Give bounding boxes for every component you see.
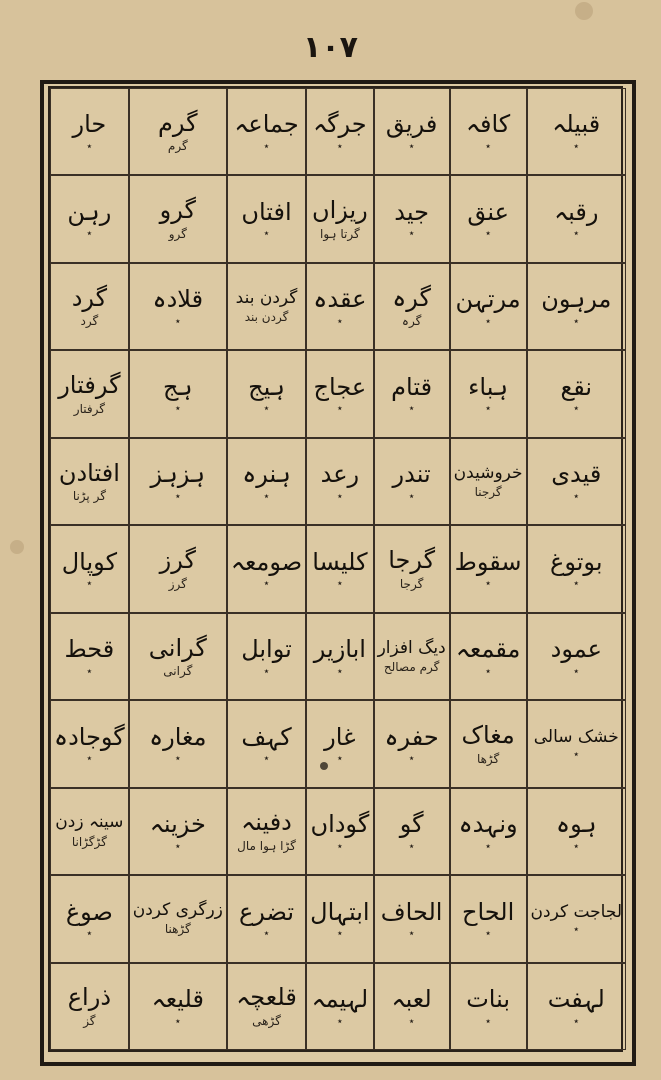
- urdu-word: قیدی: [551, 460, 602, 489]
- urdu-word: ابازیر: [313, 635, 366, 664]
- table-cell: [129, 700, 227, 787]
- ditto-mark: ٭: [263, 141, 270, 153]
- ditto-mark: ٭: [573, 924, 579, 936]
- ditto-mark: ٭: [408, 753, 415, 765]
- urdu-word: لجاجت کردن: [530, 901, 623, 922]
- ditto-mark: ٭: [408, 840, 415, 852]
- ditto-mark: ٭: [337, 1015, 343, 1027]
- table-cell: [227, 88, 306, 175]
- urdu-word: ہوہ: [556, 810, 597, 839]
- table-cell: [450, 350, 527, 437]
- ditto-mark: ٭: [337, 490, 343, 502]
- table-cell: [374, 963, 450, 1050]
- gloss-text: گردن بند: [244, 310, 289, 325]
- urdu-word: فریق: [385, 110, 438, 139]
- table-cell: [50, 438, 129, 525]
- table-cell: [129, 263, 227, 350]
- table-cell: [227, 613, 306, 700]
- paper-stain: [320, 762, 328, 770]
- gloss-text: گرتا ہوا: [320, 226, 360, 241]
- table-cell: [50, 700, 129, 787]
- urdu-word: تضرع: [238, 897, 295, 926]
- ditto-mark: ٭: [263, 665, 270, 677]
- ditto-mark: ٭: [573, 749, 579, 761]
- urdu-word: افتاں: [241, 197, 292, 226]
- table-cell: [306, 175, 373, 262]
- gloss-text: گرد: [80, 314, 99, 329]
- table-cell: [129, 963, 227, 1050]
- ditto-mark: ٭: [263, 490, 270, 502]
- table-cell: [50, 963, 129, 1050]
- urdu-word: افتادن: [58, 458, 120, 487]
- urdu-word: الحاف: [380, 897, 443, 926]
- ditto-mark: ٭: [175, 403, 181, 415]
- urdu-word: توابل: [241, 635, 292, 664]
- urdu-word: ریزاں: [311, 196, 368, 225]
- table-cell: [527, 613, 626, 700]
- ditto-mark: ٭: [573, 1015, 579, 1027]
- table-cell: [227, 175, 306, 262]
- table-cell: [227, 875, 306, 962]
- table-cell: [450, 788, 527, 875]
- table-cell: [527, 350, 626, 437]
- ditto-mark: ٭: [263, 578, 270, 590]
- urdu-word: کوپال: [61, 547, 117, 576]
- table-cell: [50, 88, 129, 175]
- ditto-mark: ٭: [408, 928, 415, 940]
- urdu-word: قلعچہ: [236, 983, 297, 1012]
- table-cell: [450, 438, 527, 525]
- urdu-word: سینہ زدن: [55, 812, 124, 833]
- urdu-word: گرفتار: [58, 371, 121, 400]
- urdu-word: رقبہ: [554, 197, 599, 226]
- urdu-word: بوتوغ: [550, 547, 603, 576]
- table-cell: [527, 525, 626, 612]
- table-cell: [129, 525, 227, 612]
- ditto-mark: ٭: [263, 403, 270, 415]
- table-cell: [450, 263, 527, 350]
- table-cell: [450, 700, 527, 787]
- ditto-mark: ٭: [175, 315, 181, 327]
- table-cell: [50, 263, 129, 350]
- table-cell: [527, 875, 626, 962]
- gloss-text: گڑا ہوا مال: [237, 839, 296, 854]
- table-cell: [306, 700, 373, 787]
- ditto-mark: ٭: [573, 228, 579, 240]
- table-cell: [227, 525, 306, 612]
- ditto-mark: ٭: [573, 665, 579, 677]
- ditto-mark: ٭: [485, 403, 491, 415]
- ditto-mark: ٭: [86, 141, 93, 153]
- ditto-mark: ٭: [175, 1015, 181, 1027]
- ditto-mark: ٭: [573, 141, 579, 153]
- ditto-mark: ٭: [86, 928, 93, 940]
- table-cell: [527, 788, 626, 875]
- table-cell: [374, 613, 450, 700]
- ditto-mark: ٭: [408, 141, 415, 153]
- urdu-word: عنق: [467, 197, 509, 226]
- urdu-word: ذراع: [67, 983, 111, 1012]
- ditto-mark: ٭: [175, 490, 181, 502]
- urdu-word: مرتہن: [455, 285, 521, 314]
- table-cell: [374, 700, 450, 787]
- gloss-text: گڑھا: [476, 751, 500, 766]
- urdu-word: دیگ افزار: [377, 637, 446, 658]
- urdu-word: الحاح: [461, 897, 515, 926]
- table-cell: [306, 875, 373, 962]
- urdu-word: قبیلہ: [552, 110, 601, 139]
- ditto-mark: ٭: [408, 1015, 415, 1027]
- table-cell: [50, 788, 129, 875]
- ditto-mark: ٭: [337, 928, 343, 940]
- ditto-mark: ٭: [86, 753, 93, 765]
- table-cell: [306, 438, 373, 525]
- table-cell: [450, 875, 527, 962]
- urdu-word: عقدہ: [313, 285, 367, 314]
- urdu-word: سقوط: [454, 547, 522, 576]
- urdu-word: صوغ: [65, 897, 113, 926]
- table-cell: [374, 263, 450, 350]
- table-cell: [450, 613, 527, 700]
- urdu-word: ہزہز: [150, 460, 206, 489]
- ditto-mark: ٭: [485, 315, 491, 327]
- urdu-word: نقع: [560, 372, 593, 401]
- table-cell: [306, 788, 373, 875]
- urdu-word: گوداں: [310, 810, 370, 839]
- gloss-text: گرجا: [399, 576, 424, 591]
- table-cell: [306, 350, 373, 437]
- table-cell: [50, 350, 129, 437]
- table-cell: [306, 613, 373, 700]
- table-cell: [306, 263, 373, 350]
- gloss-text: گرانی: [163, 664, 193, 679]
- ditto-mark: ٭: [263, 753, 270, 765]
- urdu-word: صومعہ: [230, 547, 303, 576]
- table-cell: [450, 963, 527, 1050]
- table-cell: [374, 175, 450, 262]
- table-cell: [374, 525, 450, 612]
- urdu-word: قتام: [391, 372, 433, 401]
- gloss-text: گرم: [167, 139, 188, 154]
- ditto-mark: ٭: [337, 315, 343, 327]
- table-cell: [50, 525, 129, 612]
- ditto-mark: ٭: [86, 228, 93, 240]
- urdu-word: ونہدہ: [458, 810, 518, 839]
- ditto-mark: ٭: [175, 753, 181, 765]
- urdu-word: رعد: [320, 460, 360, 489]
- urdu-word: خروشیدن: [453, 462, 523, 483]
- urdu-word: مغاک: [461, 721, 515, 749]
- urdu-word: مغارہ: [149, 722, 207, 751]
- table-cell: [227, 438, 306, 525]
- gloss-text: گر پڑنا: [72, 489, 106, 504]
- urdu-word: جرگہ: [313, 110, 367, 139]
- urdu-word: گردن بند: [235, 287, 298, 308]
- urdu-word: گو: [399, 810, 424, 839]
- table-cell: [129, 175, 227, 262]
- urdu-word: جماعہ: [234, 110, 299, 139]
- ditto-mark: ٭: [337, 753, 343, 765]
- ditto-mark: ٭: [86, 665, 93, 677]
- gloss-text: گڑھی: [252, 1013, 281, 1028]
- urdu-word: لعبہ: [391, 984, 432, 1013]
- table-cell: [129, 875, 227, 962]
- table-cell: [374, 438, 450, 525]
- urdu-word: ہیج: [248, 372, 285, 401]
- gloss-text: گڑگڑانا: [71, 835, 107, 850]
- table-cell: [374, 88, 450, 175]
- table-cell: [527, 963, 626, 1050]
- urdu-word: گوجادہ: [54, 722, 125, 751]
- urdu-word: کافہ: [465, 110, 511, 139]
- table-cell: [306, 963, 373, 1050]
- ditto-mark: ٭: [485, 578, 491, 590]
- table-cell: [450, 88, 527, 175]
- urdu-word: کلیسا: [312, 547, 368, 576]
- ditto-mark: ٭: [485, 928, 491, 940]
- ditto-mark: ٭: [573, 840, 579, 852]
- gloss-text: گرجنا: [474, 485, 502, 500]
- table-cell: [50, 175, 129, 262]
- urdu-word: گرہ: [392, 283, 431, 312]
- table-cell: [129, 613, 227, 700]
- ditto-mark: ٭: [175, 840, 181, 852]
- table-cell: [450, 525, 527, 612]
- urdu-word: حار: [72, 110, 107, 139]
- table-cell: [129, 788, 227, 875]
- ditto-mark: ٭: [86, 578, 93, 590]
- urdu-word: گرم: [158, 108, 198, 137]
- table-cell: [374, 350, 450, 437]
- table-cell: [527, 263, 626, 350]
- ditto-mark: ٭: [573, 403, 579, 415]
- urdu-word: ابتہال: [310, 897, 370, 926]
- urdu-word: زرگری کردن: [132, 899, 223, 920]
- ditto-mark: ٭: [485, 228, 491, 240]
- gloss-text: گڑھنا: [164, 922, 191, 937]
- ditto-mark: ٭: [263, 228, 270, 240]
- gloss-text: گرز: [168, 576, 187, 591]
- urdu-word: ہج: [163, 372, 193, 401]
- urdu-word: ہباء: [468, 372, 509, 401]
- ditto-mark: ٭: [408, 228, 415, 240]
- table-cell: [527, 700, 626, 787]
- urdu-word: تندر: [392, 460, 431, 489]
- urdu-word: کہف: [241, 722, 292, 751]
- urdu-word: غار: [324, 722, 356, 751]
- ditto-mark: ٭: [337, 403, 343, 415]
- urdu-word: گرانی: [148, 633, 207, 662]
- table-cell: [527, 175, 626, 262]
- table-cell: [450, 175, 527, 262]
- table-cell: [527, 438, 626, 525]
- ditto-mark: ٭: [337, 840, 343, 852]
- table-cell: [374, 875, 450, 962]
- ditto-mark: ٭: [485, 141, 491, 153]
- table-cell: [50, 613, 129, 700]
- paper-stain: [575, 2, 593, 20]
- ditto-mark: ٭: [573, 490, 579, 502]
- urdu-word: قلیعہ: [151, 984, 204, 1013]
- table-cell: [306, 88, 373, 175]
- table-cell: [129, 350, 227, 437]
- ditto-mark: ٭: [485, 665, 491, 677]
- table-cell: [227, 788, 306, 875]
- urdu-word: قحط: [64, 635, 115, 664]
- urdu-word: عجاج: [313, 372, 367, 401]
- table-cell: [129, 88, 227, 175]
- table-cell: [227, 263, 306, 350]
- ditto-mark: ٭: [573, 315, 579, 327]
- urdu-word: خشک سالی: [533, 726, 619, 747]
- ditto-mark: ٭: [408, 403, 415, 415]
- page-number: ١٠٧: [303, 30, 358, 65]
- urdu-word: مقمعہ: [455, 635, 521, 664]
- table-cell: [374, 788, 450, 875]
- table-cell: [129, 438, 227, 525]
- urdu-word: بنات: [466, 984, 511, 1013]
- ditto-mark: ٭: [337, 141, 343, 153]
- ditto-mark: ٭: [337, 578, 343, 590]
- gloss-text: گز: [83, 1013, 96, 1028]
- gloss-text: گرفتار: [73, 401, 105, 416]
- urdu-word: گرجا: [388, 546, 436, 575]
- table-cell: [227, 350, 306, 437]
- ditto-mark: ٭: [485, 1015, 491, 1027]
- urdu-word: عمود: [550, 635, 602, 664]
- table-cell: [50, 875, 129, 962]
- gloss-text: گرم مصالح: [383, 660, 440, 675]
- ditto-mark: ٭: [485, 840, 491, 852]
- urdu-word: حفرہ: [384, 722, 439, 751]
- ditto-mark: ٭: [337, 665, 343, 677]
- gloss-text: گرو: [168, 226, 187, 241]
- ditto-mark: ٭: [263, 928, 270, 940]
- vocabulary-table: [48, 86, 623, 1052]
- urdu-word: لہفت: [547, 984, 605, 1013]
- table-cell: [227, 700, 306, 787]
- urdu-word: خزینہ: [149, 810, 206, 839]
- ditto-mark: ٭: [408, 490, 415, 502]
- paper-stain: [10, 540, 24, 554]
- table-cell: [306, 525, 373, 612]
- urdu-word: گرز: [159, 546, 196, 575]
- urdu-word: جید: [394, 197, 429, 226]
- urdu-word: گرد: [71, 283, 108, 312]
- urdu-word: ہنرہ: [242, 460, 291, 489]
- urdu-word: قلادہ: [152, 285, 204, 314]
- urdu-word: دفینہ: [241, 808, 292, 837]
- urdu-word: گرو: [159, 196, 196, 225]
- urdu-word: رہن: [67, 197, 112, 226]
- urdu-word: مرہون: [541, 285, 612, 314]
- ditto-mark: ٭: [573, 578, 579, 590]
- urdu-word: لہیمہ: [311, 984, 369, 1013]
- table-cell: [527, 88, 626, 175]
- gloss-text: گرہ: [401, 314, 422, 329]
- table-cell: [227, 963, 306, 1050]
